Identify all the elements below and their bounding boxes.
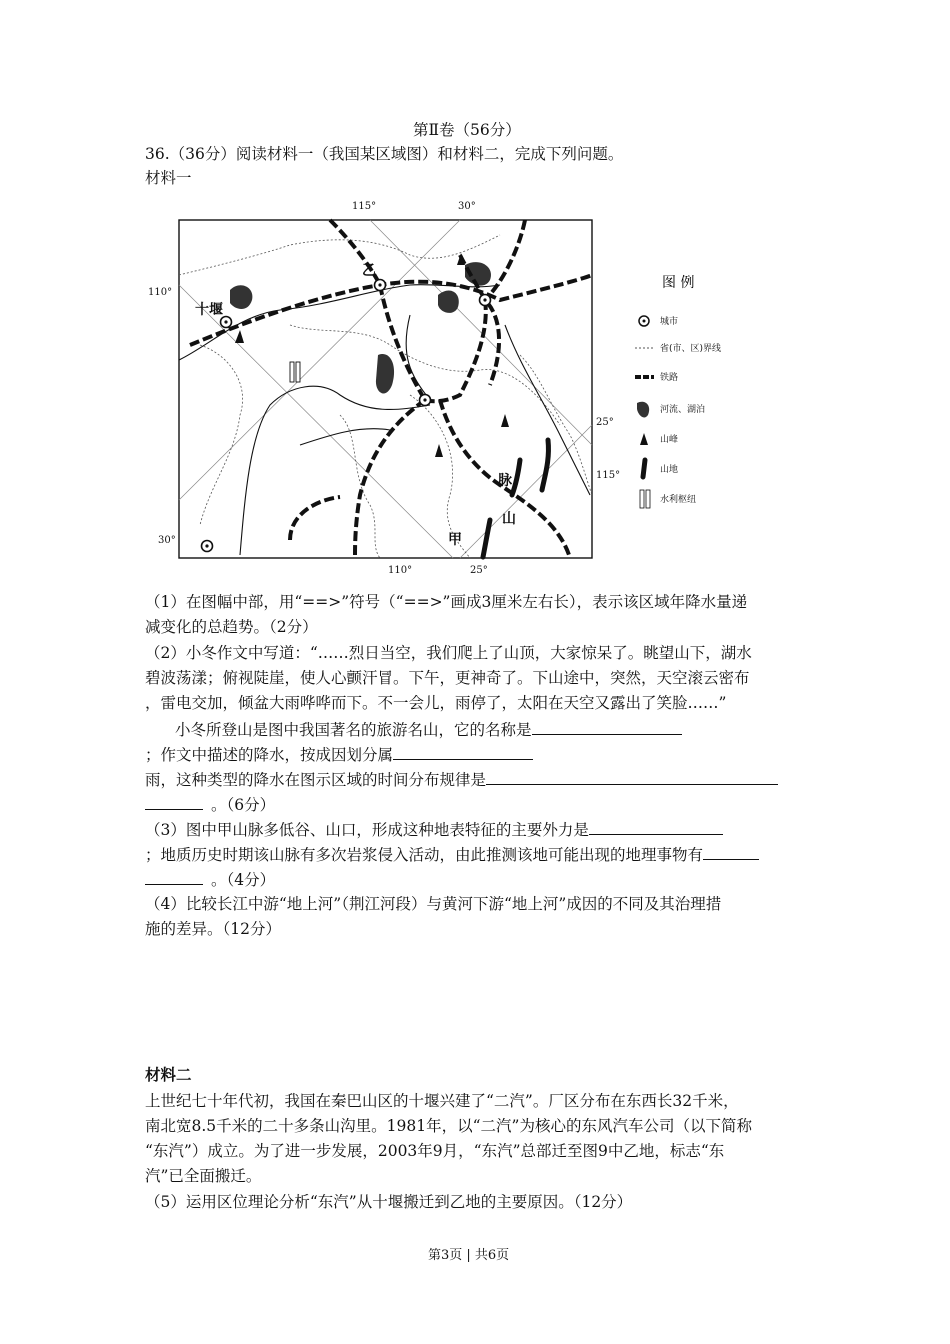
mountain-ranges [483,440,548,557]
m2-line3: “东汽”）成立。为了进一步发展，2003年9月，“东汽”总部迁至图9中乙地，标志“东 [145,1142,725,1160]
q4-line1: （4）比较长江中游“地上河”（荆江河段）与黄河下游“地上河”成因的不同及其治理措 [145,895,722,913]
label-shiyan: 十堰 [195,302,223,318]
legend-water: 河流、湖泊 [660,405,706,415]
peaks [235,253,509,457]
q2-blank-pattern-cont[interactable] [145,792,203,810]
q3-line3-row [145,867,275,892]
legend-border: 省(市、区)界线 [660,344,722,354]
lat-bottom-25: 25° [470,565,488,576]
rivers [179,285,590,555]
label-mai: 脉 [498,473,512,489]
legend-title: 图 例 [662,275,695,291]
legend-peak: 山峰 [660,435,679,445]
region-map [140,195,740,580]
q3-line3: 。（4分） [211,871,276,889]
q3-blank-force[interactable] [589,817,723,835]
right-115: 115° [596,470,621,481]
q2-line5: ；作文中描述的降水，按成因划分属 [145,746,394,764]
lakes [230,262,491,393]
lat-top-30: 30° [458,201,476,212]
q2-line4: 小冬所登山是图中我国著名的旅游名山，它的名称是 [175,721,532,739]
q2-blank-pattern[interactable] [486,767,778,785]
q4-line2: 施的差异。（12分） [145,920,281,938]
m2-line1: 上世纪七十年代初，我国在秦巴山区的十堰兴建了“二汽”。厂区分布在东西长32千米， [145,1092,739,1110]
legend-mountain: 山地 [660,465,679,475]
lat-left-110: 110° [148,287,173,298]
q2-line7-row [145,792,275,817]
label-yi: 乙 [362,263,376,279]
section-title: 第Ⅱ卷（56分） [413,121,521,139]
q3-line1: （3）图中甲山脉多低谷、山口，形成这种地表特征的主要外力是 [145,821,589,839]
material2-label: 材料二 [145,1065,192,1084]
q1-line2: 减变化的总趋势。（2分） [145,618,318,636]
q2-line3: ，雷电交加，倾盆大雨哗哗而下。不一会儿，雨停了，太阳在天空又露出了笑脸……” [145,694,727,712]
q2-blank-rain-type[interactable] [393,742,533,760]
question-intro: 36.（36分）阅读材料一（我国某区域图）和材料二，完成下列问题。 [145,145,624,163]
q2-line2: 碧波荡漾；俯视陡崖，使人心颤汗冒。下午，更神奇了。下山途中，突然，天空滚云密布 [145,669,750,687]
q2-line6-row [145,767,778,792]
q2-line5-row [145,742,533,767]
m2-line4: 汽”已全面搬迁。 [145,1167,262,1185]
q2-line4-row [175,717,682,742]
q2-line6: 雨，这种类型的降水在图示区域的时间分布规律是 [145,771,487,789]
legend-dam: 水利枢纽 [660,495,697,505]
q3-blank-things[interactable] [703,842,759,860]
legend-rail: 铁路 [660,373,679,383]
label-shan: 山 [502,511,516,527]
q2-line7: 。（6分） [211,796,276,814]
q3-line2: ；地质历史时期该山脉有多次岩浆侵入活动，由此推测该地可能出现的地理事物有 [145,846,704,864]
m2-line2: 南北宽8.5千米的二十多条山沟里。1981年，以“二汽”为核心的东风汽车公司（以下简称 [145,1117,752,1135]
label-jia: 甲 [448,532,462,548]
q1-line1: （1）在图幅中部，用“==>”符号（“==>”画成3厘米左右长），表示该区域年降水量递 [145,593,748,611]
q5-line1: （5）运用区位理论分析“东汽”从十堰搬迁到乙地的主要原因。（12分） [145,1193,633,1211]
page-footer: 第3页 | 共6页 [428,1248,510,1263]
lat-left-30: 30° [158,535,176,546]
lon-bottom-110: 110° [388,565,413,576]
lon-top-115: 115° [352,201,377,212]
dam [290,362,300,382]
right-25: 25° [596,417,614,428]
q3-line2-row [145,842,759,867]
material1-label: 材料一 [145,169,192,187]
q3-line1-row [145,817,723,842]
legend-city: 城市 [660,317,679,327]
q2-blank-mountain[interactable] [532,717,682,735]
q3-blank-things-cont[interactable] [145,867,203,885]
q2-line1: （2）小冬作文中写道：“……烈日当空，我们爬上了山顶，大家惊呆了。眺望山下，湖水 [145,644,752,662]
railways [190,220,592,558]
